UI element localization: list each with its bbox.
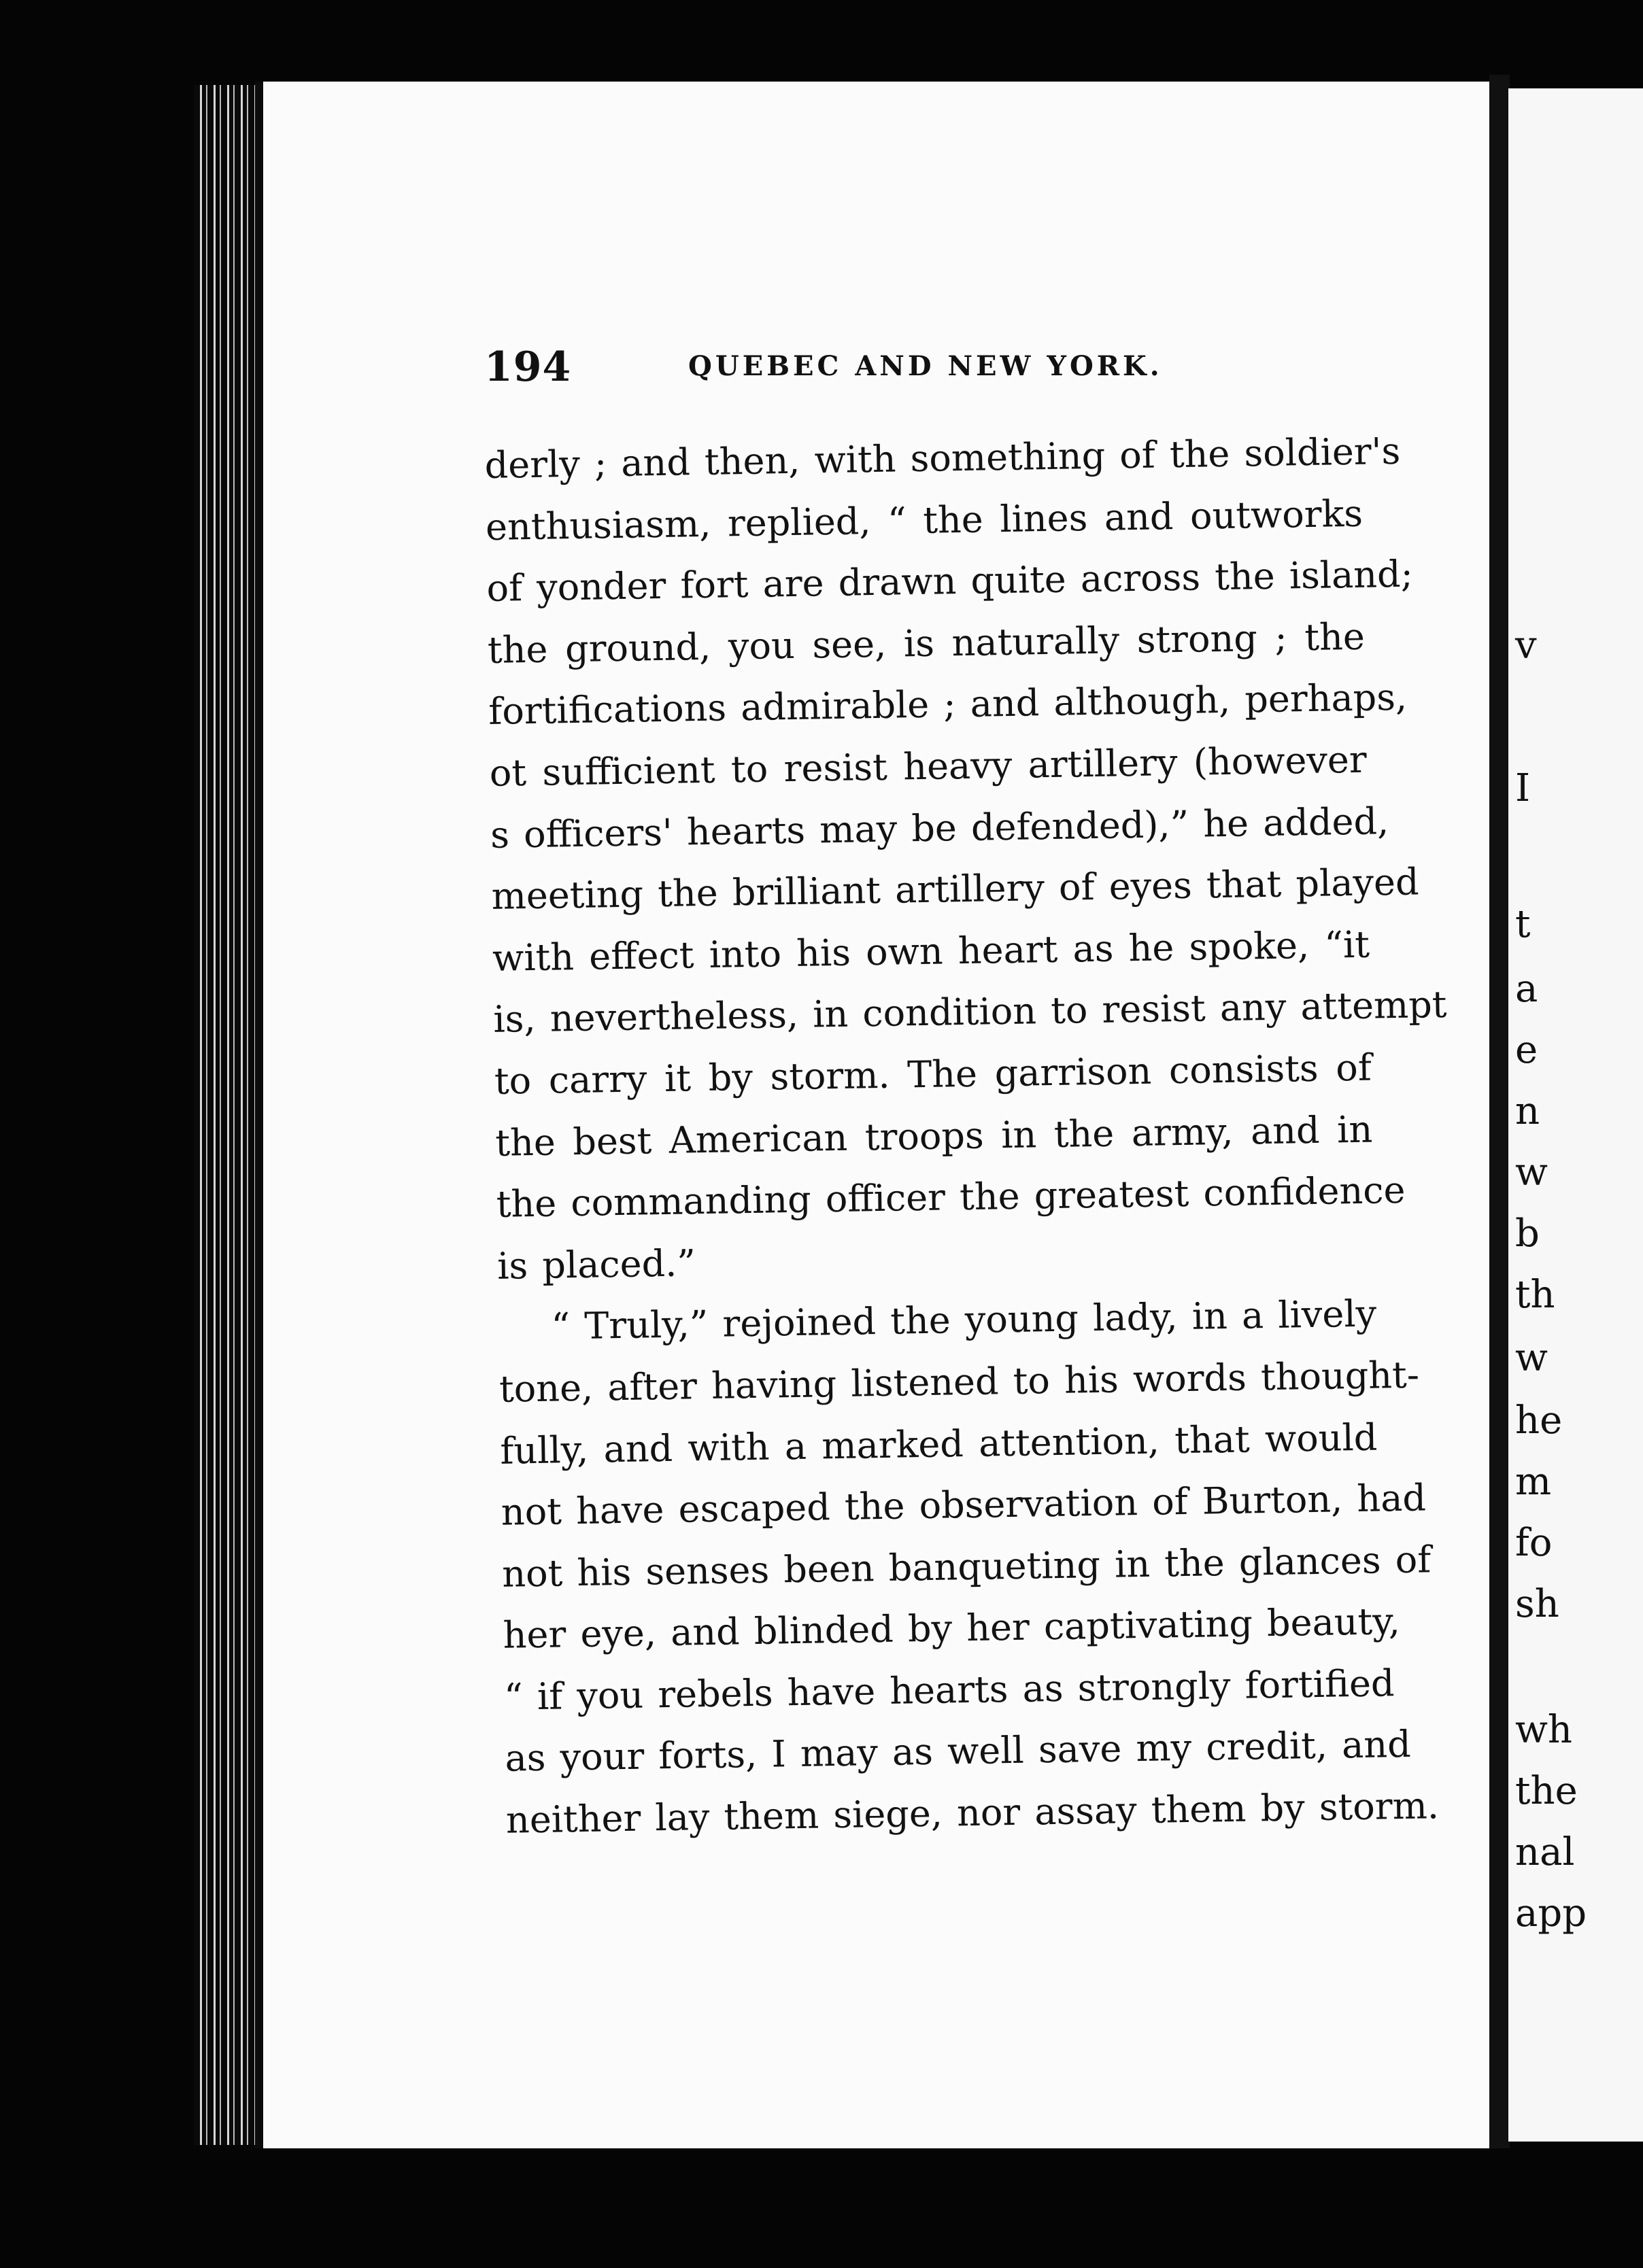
text-line: to carry it by storm. The garrison consists of (494, 1046, 1372, 1103)
running-title: QUEBEC AND NEW YORK. (688, 350, 1163, 382)
fragment-text: th (1515, 1273, 1555, 1317)
fragment-text: v (1515, 623, 1537, 668)
text-line: tone, after having listened to his words thought- (498, 1353, 1420, 1411)
fragment-text: n (1515, 1089, 1540, 1133)
fragment-text: m (1515, 1460, 1552, 1504)
text-line: not his senses been banqueting in the glances of (501, 1538, 1432, 1596)
fragment-text: wh (1515, 1708, 1572, 1752)
fragment-text: app (1515, 1891, 1587, 1936)
text-line: derly ; and then, with something of the soldier's (484, 429, 1401, 487)
fragment-text: I (1515, 766, 1531, 810)
text-line: fully, and with a marked attention, that would (499, 1415, 1378, 1473)
page-number: 194 (484, 343, 572, 391)
text-line: neither lay them siege, nor assay them by storm. (505, 1784, 1440, 1842)
fragment-text: b (1515, 1212, 1540, 1256)
fragment-text: a (1515, 967, 1538, 1011)
page-body-text (484, 422, 1447, 1852)
book-page-right-fragment (1508, 88, 1643, 2142)
text-line: s officers' hearts may be defended),” he added, (490, 799, 1389, 857)
text-line: as your forts, I may as well save my credit, and (505, 1723, 1412, 1781)
fragment-text: t (1515, 902, 1531, 946)
text-line: fortifications admirable ; and although, perhaps, (488, 676, 1408, 734)
book-gutter (1489, 75, 1510, 2148)
fragment-text: w (1515, 1336, 1548, 1380)
text-line: with effect into his own heart as he spoke, “it (492, 923, 1370, 980)
running-head (484, 343, 1368, 391)
text-line: “ Truly,” rejoined the young lady, in a lively (551, 1292, 1377, 1348)
text-line: enthusiasm, replied, “ the lines and outworks (485, 492, 1363, 549)
fragment-text: the (1515, 1769, 1578, 1813)
text-line: meeting the brilliant artillery of eyes that played (491, 860, 1420, 918)
fragment-text: nal (1515, 1830, 1575, 1874)
text-line: the ground, you see, is naturally strong ; the (487, 615, 1366, 672)
text-line: the best American troops in the army, and in (494, 1107, 1373, 1165)
text-line: “ if you rebels have hearts as strongly fortified (503, 1662, 1395, 1719)
text-line: ot sufficient to resist heavy artillery (however (489, 738, 1368, 795)
fragment-text: sh (1515, 1582, 1559, 1626)
fragment-text: he (1515, 1398, 1563, 1443)
fragment-text: e (1515, 1028, 1538, 1072)
text-line: not have escaped the observation of Burton, had (501, 1476, 1427, 1534)
text-line: the commanding officer the greatest confidence (496, 1168, 1406, 1226)
text-line: is, nevertheless, in condition to resist any attempt (493, 983, 1447, 1042)
text-line: of yonder fort are drawn quite across the island; (486, 552, 1414, 611)
fragment-text: w (1515, 1150, 1548, 1195)
text-line: is placed.” (496, 1241, 696, 1288)
fragment-text: fo (1515, 1521, 1553, 1565)
text-line: her eye, and blinded by her captivating beauty, (503, 1600, 1401, 1657)
